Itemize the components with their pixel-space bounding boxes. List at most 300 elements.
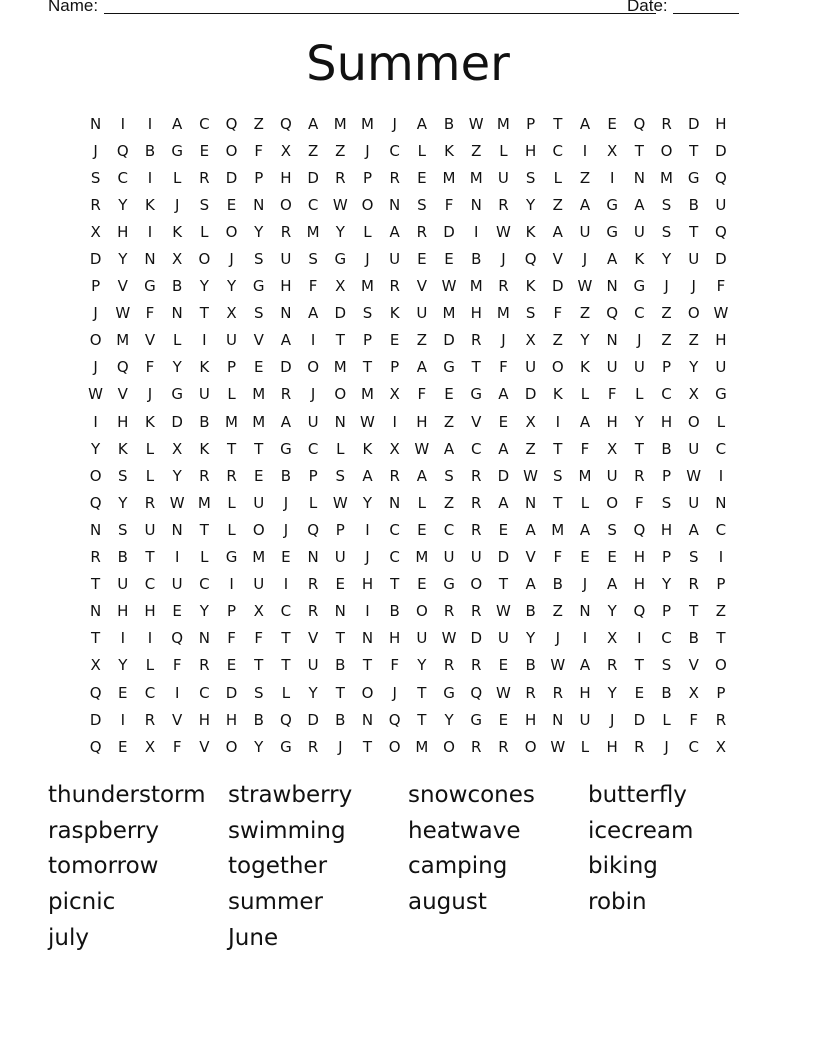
grid-letter: T [281,629,291,648]
grid-letter: K [145,412,155,431]
grid-letter: W [169,493,185,512]
grid-letter: P [526,114,536,133]
grid-letter: Y [444,710,454,729]
grid-letter: U [525,358,537,377]
grid-letter: A [416,466,427,485]
grid-letter: T [362,358,373,377]
grid-letter: V [253,331,264,350]
grid-letter: O [225,141,238,160]
grid-letter: T [716,629,726,648]
grid-letter: W [332,493,348,512]
grid-letter: O [606,493,619,512]
grid-letter: K [145,195,155,214]
grid-letter: Z [471,141,482,160]
grid-letter: E [118,683,128,702]
grid-letter: L [145,656,155,675]
grid-row [82,218,735,245]
grid-letter: T [362,737,373,756]
grid-letter: T [254,439,264,458]
grid-letter: E [607,114,617,133]
grid-letter: F [254,629,264,648]
grid-letter: J [338,737,343,756]
grid-letter: Z [552,195,563,214]
grid-letter: U [307,412,319,431]
grid-letter: U [633,358,645,377]
grid-letter: F [254,141,264,160]
grid-letter: U [307,656,319,675]
grid-letter: R [389,466,400,485]
grid-letter: C [199,683,210,702]
grid-letter: E [417,250,427,269]
grid-letter: B [144,141,156,160]
grid-letter: U [688,493,700,512]
grid-letter: T [281,656,291,675]
grid-letter: Q [633,520,646,539]
grid-row [82,245,735,272]
grid-letter: V [471,412,482,431]
grid-letter: G [443,683,455,702]
grid-letter: A [688,520,699,539]
grid-letter: I [718,548,724,567]
grid-letter: C [389,141,400,160]
grid-letter: D [89,710,102,729]
word-list-item: raspberry [48,817,160,844]
grid-letter: U [226,331,238,350]
grid-letter: R [199,466,210,485]
grid-letter: E [118,737,128,756]
grid-row [82,625,735,652]
grid-letter: N [307,548,319,567]
grid-letter: R [90,548,101,567]
grid-letter: C [389,520,400,539]
grid-letter: I [147,222,153,241]
grid-letter: C [661,629,672,648]
grid-letter: A [579,656,591,675]
grid-letter: T [335,331,345,350]
grid-letter: D [633,710,646,729]
grid-letter: R [471,602,482,621]
grid-letter: T [335,683,345,702]
grid-letter: W [115,304,131,323]
grid-letter: R [498,737,509,756]
grid-letter: C [280,602,292,621]
grid-letter: O [470,575,483,594]
grid-letter: C [307,195,319,214]
grid-letter: H [606,737,618,756]
grid-letter: P [254,168,264,187]
grid-letter: J [93,141,98,160]
grid-letter: M [360,114,374,133]
grid-letter: I [120,629,125,648]
grid-letter: O [524,737,537,756]
grid-letter: K [580,358,590,377]
grid-letter: N [715,493,727,512]
grid-letter: E [253,466,264,485]
grid-letter: T [226,439,237,458]
grid-letter: T [634,439,644,458]
grid-letter: X [688,683,699,702]
grid-letter: Y [118,493,128,512]
grid-letter: J [93,358,98,377]
grid-row [82,435,735,462]
grid-letter: T [689,141,699,160]
grid-letter: A [579,520,591,539]
grid-letter: V [144,331,156,350]
grid-letter: R [552,683,563,702]
grid-letter: H [524,710,537,729]
grid-letter: S [661,222,672,241]
grid-row [82,733,735,760]
grid-letter: P [335,520,345,539]
grid-letter: S [118,466,128,485]
word-list-item: summer [228,889,323,916]
grid-letter: A [498,385,509,404]
grid-letter: J [147,385,153,404]
grid-letter: R [471,493,482,512]
grid-letter: H [715,331,727,350]
grid-letter: L [281,683,291,702]
grid-letter: W [441,629,457,648]
grid-letter: C [117,168,129,187]
grid-letter: U [389,250,401,269]
grid-letter: J [664,277,669,296]
grid-letter: B [280,466,292,485]
grid-letter: B [661,683,672,702]
grid-letter: A [579,114,591,133]
grid-letter: Y [661,575,672,594]
grid-letter: A [416,114,427,133]
grid-letter: U [579,222,591,241]
grid-letter: A [525,520,536,539]
grid-letter: I [202,331,207,350]
grid-letter: A [634,195,645,214]
grid-letter: U [606,466,618,485]
grid-letter: E [498,656,509,675]
grid-letter: J [664,737,669,756]
grid-letter: D [715,141,727,160]
grid-letter: T [553,114,563,133]
grid-letter: F [553,548,563,567]
grid-letter: D [89,250,102,269]
grid-letter: R [307,575,319,594]
grid-letter: S [362,304,373,323]
grid-letter: T [689,222,699,241]
name-label: Name: [48,0,99,15]
grid-letter: Q [633,114,646,133]
grid-letter: Q [606,304,619,323]
grid-letter: D [715,250,727,269]
grid-letter: J [229,250,234,269]
grid-letter: K [634,250,645,269]
grid-letter: U [715,358,727,377]
grid-letter: B [688,629,699,648]
grid-letter: A [607,250,618,269]
grid-letter: U [144,520,156,539]
grid-letter: Q [116,141,129,160]
grid-letter: N [89,520,102,539]
grid-letter: N [171,304,183,323]
grid-letter: C [443,520,455,539]
grid-letter: I [147,629,153,648]
grid-letter: R [498,277,509,296]
grid-letter: J [501,331,506,350]
grid-letter: S [253,304,264,323]
grid-letter: Z [443,412,455,431]
grid-letter: C [144,575,156,594]
grid-letter: R [144,493,156,512]
grid-letter: U [117,575,129,594]
grid-letter: I [609,168,615,187]
grid-letter: A [172,114,183,133]
grid-letter: S [253,683,264,702]
grid-letter: Y [226,277,237,296]
grid-letter: E [444,250,454,269]
grid-letter: L [145,466,155,485]
grid-letter: P [662,548,672,567]
grid-letter: M [225,412,238,431]
grid-letter: S [525,168,536,187]
grid-letter: I [718,466,724,485]
grid-letter: H [117,412,129,431]
grid-letter: R [144,710,156,729]
grid-letter: M [415,548,429,567]
grid-letter: A [307,304,319,323]
grid-letter: A [579,412,591,431]
grid-letter: S [661,656,672,675]
grid-letter: X [607,141,618,160]
header [48,0,748,20]
grid-letter: U [579,710,591,729]
grid-letter: P [390,358,400,377]
grid-letter: M [333,358,347,377]
grid-letter: S [444,466,454,485]
grid-row [82,191,735,218]
grid-letter: V [172,710,183,729]
grid-letter: Y [607,602,617,621]
grid-letter: D [307,168,319,187]
grid-letter: J [93,304,98,323]
grid-letter: L [363,222,372,241]
grid-letter: X [389,439,400,458]
grid-letter: J [283,520,289,539]
word-list-item: icecream [588,817,694,844]
word-list-item: heatwave [408,817,521,844]
grid-letter: O [198,250,211,269]
grid-letter: K [199,358,210,377]
grid-letter: C [199,575,210,594]
grid-letter: R [634,737,645,756]
grid-letter: H [144,602,156,621]
grid-letter: O [307,358,319,377]
grid-letter: E [226,656,237,675]
grid-letter: P [662,358,672,377]
grid-letter: N [280,304,292,323]
grid-letter: S [607,520,617,539]
grid-letter: I [474,222,479,241]
grid-letter: F [553,304,563,323]
word-list-item: tomorrow [48,853,159,880]
grid-letter: H [470,304,482,323]
grid-letter: O [388,737,401,756]
grid-letter: G [470,710,483,729]
grid-letter: K [552,385,563,404]
grid-letter: N [470,195,482,214]
grid-letter: B [525,602,536,621]
grid-letter: A [498,439,509,458]
grid-row [82,571,735,598]
grid-letter: K [525,277,536,296]
grid-letter: C [715,439,727,458]
grid-letter: N [552,710,564,729]
grid-letter: H [117,222,129,241]
grid-letter: X [253,602,264,621]
word-list-item: snowcones [408,782,535,808]
grid-letter: Q [89,493,102,512]
page-title: Summer [306,36,510,92]
grid-letter: W [414,439,430,458]
grid-letter: Y [118,656,128,675]
grid-letter: Q [715,222,727,241]
grid-letter: O [660,141,673,160]
grid-letter: E [226,195,237,214]
grid-letter: X [607,439,618,458]
grid-letter: H [579,683,591,702]
grid-letter: S [253,250,264,269]
grid-letter: R [688,575,699,594]
grid-letter: E [580,548,590,567]
grid-letter: O [280,195,292,214]
grid-letter: D [497,548,510,567]
grid-letter: J [582,250,588,269]
grid-letter: I [93,412,98,431]
grid-letter: H [633,575,645,594]
grid-letter: G [633,277,646,296]
grid-row [82,462,735,489]
grid-letter: D [307,710,319,729]
grid-letter: J [555,629,560,648]
name-blank-line[interactable] [104,13,656,14]
grid-letter: O [443,737,455,756]
grid-letter: N [253,195,265,214]
grid-letter: E [444,385,454,404]
grid-letter: H [117,602,129,621]
grid-letter: T [335,629,345,648]
grid-letter: F [689,710,699,729]
grid-letter: U [171,575,183,594]
grid-letter: Y [254,222,264,241]
grid-letter: T [634,656,644,675]
grid-letter: Z [661,304,672,323]
grid-letter: N [171,520,183,539]
grid-letter: Q [280,710,292,729]
grid-letter: D [552,277,564,296]
grid-letter: Y [526,195,536,214]
grid-letter: J [609,710,615,729]
grid-letter: L [172,168,182,187]
grid-letter: K [172,222,183,241]
grid-letter: X [335,277,346,296]
grid-letter: V [552,250,563,269]
grid-letter: C [389,548,400,567]
grid-letter: G [606,195,618,214]
grid-letter: I [120,114,125,133]
grid-letter: N [361,629,374,648]
grid-letter: L [145,439,155,458]
grid-letter: J [582,575,588,594]
grid-letter: A [362,466,373,485]
grid-letter: Z [715,602,727,621]
grid-letter: W [550,656,566,675]
grid-letter: E [335,575,346,594]
grid-letter: Z [307,141,319,160]
grid-letter: L [336,439,345,458]
grid-letter: S [90,168,101,187]
grid-letter: L [172,331,182,350]
grid-letter: T [145,548,155,567]
grid-letter: V [525,548,536,567]
grid-letter: U [688,250,700,269]
grid-letter: Q [524,250,537,269]
grid-letter: M [660,168,673,187]
grid-letter: O [225,222,238,241]
grid-letter: P [227,602,237,621]
grid-letter: A [280,331,292,350]
date-blank-line[interactable] [673,13,739,14]
grid-letter: R [280,385,292,404]
grid-letter: Q [89,683,102,702]
grid-row [82,110,735,137]
grid-letter: L [308,493,318,512]
grid-letter: K [117,439,128,458]
grid-letter: H [633,548,645,567]
grid-letter: E [498,710,509,729]
grid-letter: M [442,168,456,187]
grid-letter: M [306,222,320,241]
grid-letter: N [198,629,210,648]
grid-letter: F [716,277,726,296]
grid-letter: R [498,195,509,214]
grid-letter: L [227,520,236,539]
grid-letter: R [715,710,727,729]
grid-letter: C [307,439,319,458]
grid-letter: D [225,168,238,187]
grid-letter: N [524,493,537,512]
grid-letter: C [688,737,699,756]
grid-letter: U [715,195,727,214]
grid-letter: T [199,520,209,539]
grid-letter: G [443,358,455,377]
grid-letter: H [660,520,673,539]
grid-letter: T [417,710,427,729]
grid-letter: G [144,277,156,296]
grid-letter: G [280,737,292,756]
grid-letter: L [227,493,236,512]
grid-letter: I [637,629,642,648]
letter-grid [82,110,735,760]
grid-letter: W [332,195,348,214]
grid-letter: N [144,250,156,269]
grid-letter: W [495,683,511,702]
grid-letter: Y [335,222,345,241]
grid-letter: F [308,277,318,296]
grid-letter: X [688,385,699,404]
grid-letter: Q [715,168,727,187]
grid-letter: S [199,195,210,214]
grid-letter: Y [362,493,373,512]
grid-letter: U [334,548,346,567]
word-list-item: picnic [48,889,116,916]
word-list-item: together [228,853,328,880]
